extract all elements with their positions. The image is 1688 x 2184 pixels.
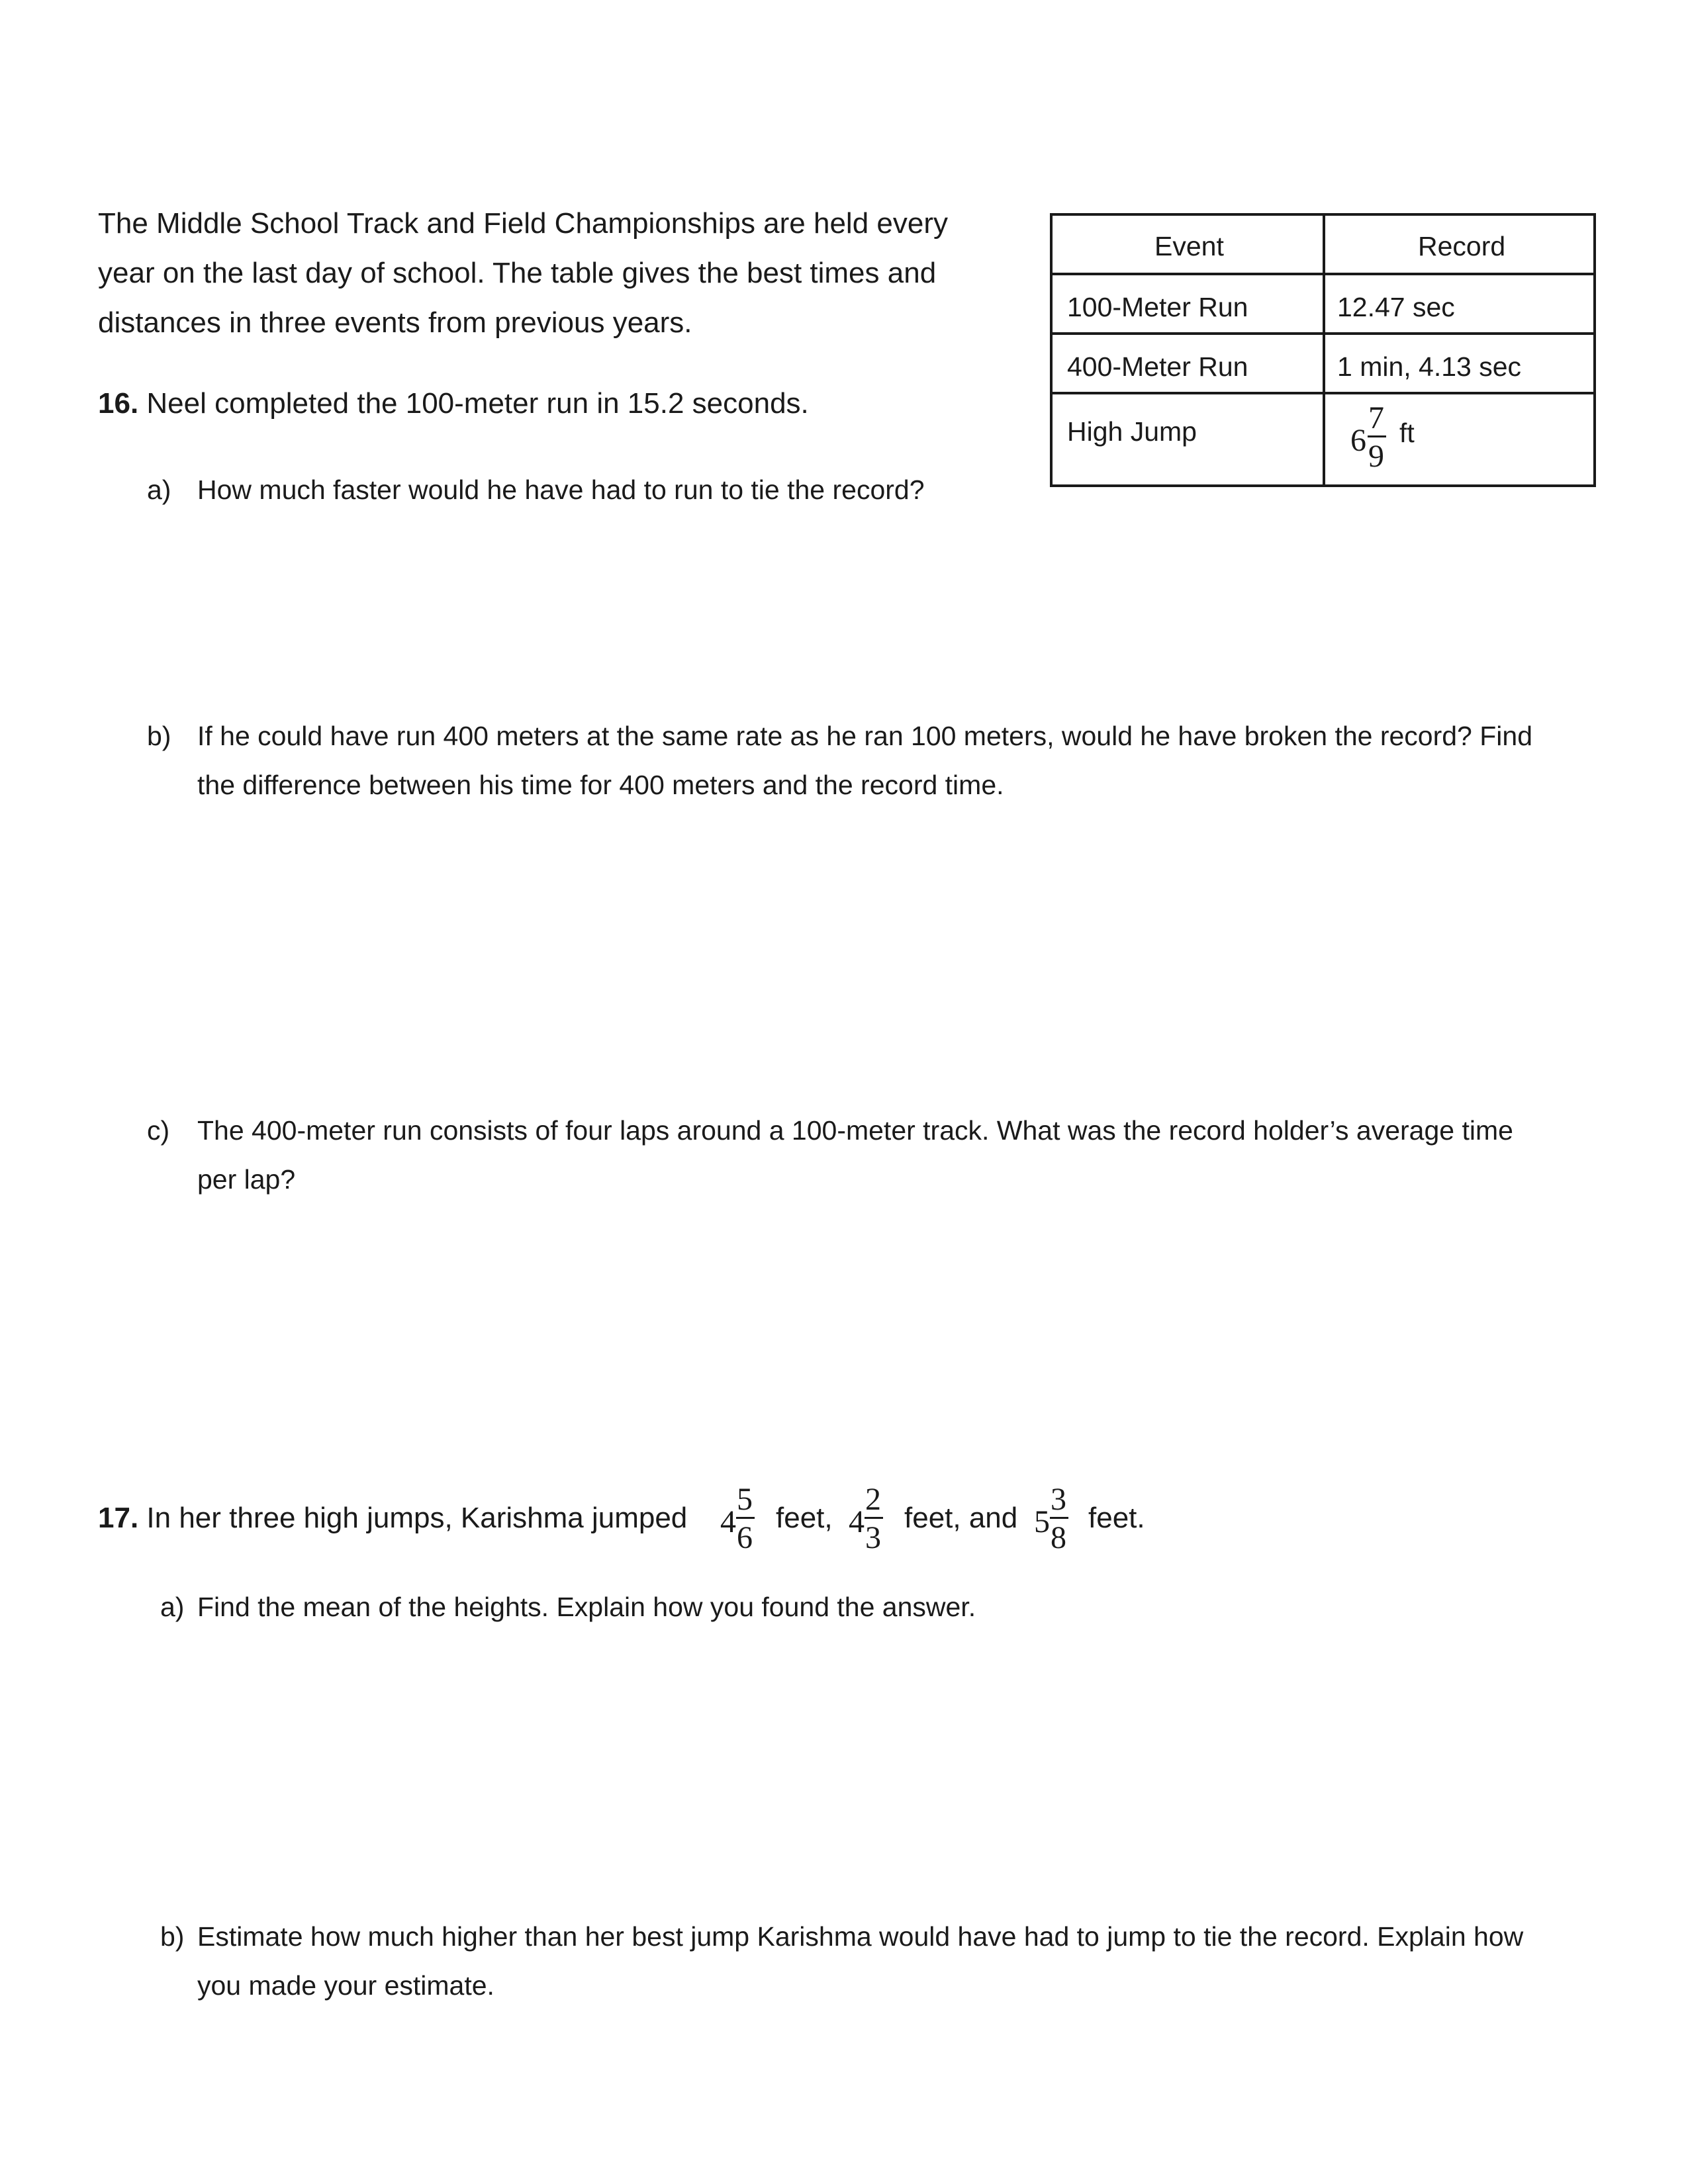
question-17-end: feet. — [1088, 1502, 1145, 1534]
question-text: In her three high jumps, Karishma jumped — [146, 1502, 688, 1534]
table-cell-event: High Jump — [1067, 416, 1197, 447]
fraction-denominator: 6 — [737, 1520, 753, 1555]
fraction-denominator: 3 — [865, 1520, 881, 1555]
fraction-numerator: 7 — [1368, 400, 1384, 435]
table-header-record: Record — [1418, 231, 1506, 261]
table-header-event: Event — [1154, 231, 1224, 261]
q17-b-line-2: you made your estimate. — [197, 1970, 494, 2001]
table-cell-event: 100-Meter Run — [1067, 292, 1248, 322]
q17-b-label: b) — [160, 1921, 185, 1952]
q16-b-line-2: the difference between his time for 400 meters and the record time. — [197, 770, 1004, 800]
fraction-numerator: 5 — [737, 1482, 753, 1517]
q17-a-label: a) — [160, 1592, 185, 1622]
table-cell-record: 12.47 sec — [1337, 292, 1455, 322]
q17-a-text: Find the mean of the heights. Explain how you found the answer. — [197, 1592, 976, 1622]
fraction-denominator: 9 — [1368, 439, 1384, 474]
question-number: 16. — [98, 387, 139, 420]
jump-1-fraction — [720, 1480, 767, 1559]
question-text: Neel completed the 100-meter run in 15.2 seconds. — [146, 387, 809, 420]
q16-b-line-1: If he could have run 400 meters at the same rate as he ran 100 meters, would he have broken the record? Find — [197, 721, 1533, 751]
records-table — [1050, 213, 1596, 487]
fraction-numerator: 3 — [1051, 1482, 1066, 1517]
jump-separator: feet, — [776, 1502, 833, 1534]
fraction-whole: 4 — [849, 1504, 865, 1539]
fraction-whole: 5 — [1034, 1504, 1050, 1539]
high-jump-record-fraction — [1350, 398, 1430, 478]
fraction-whole: 6 — [1350, 423, 1366, 458]
intro-line-3: distances in three events from previous years. — [98, 306, 692, 339]
jump-3-fraction — [1034, 1480, 1080, 1559]
q16-a-text: How much faster would he have had to run to tie the record? — [197, 475, 925, 505]
question-17 — [98, 1504, 687, 1533]
q17-b-line-1: Estimate how much higher than her best jump Karishma would have had to jump to tie the record. Explain how — [197, 1921, 1524, 1952]
table-cell-event: 400-Meter Run — [1067, 351, 1248, 382]
q16-c-line-2: per lap? — [197, 1164, 296, 1195]
fraction-numerator: 2 — [865, 1482, 881, 1517]
q16-c-line-1: The 400-meter run consists of four laps around a 100-meter track. What was the record holder’s average time — [197, 1115, 1513, 1146]
fraction-denominator: 8 — [1051, 1520, 1066, 1555]
jump-separator: feet, and — [904, 1502, 1018, 1534]
table-cell-record: 1 min, 4.13 sec — [1337, 351, 1522, 382]
q16-c-label: c) — [147, 1115, 170, 1146]
intro-line-2: year on the last day of school. The table gives the best times and — [98, 257, 937, 289]
question-number: 17. — [98, 1502, 139, 1534]
intro-line-1: The Middle School Track and Field Championships are held every — [98, 207, 948, 240]
question-16 — [98, 389, 809, 418]
jump-2-fraction — [849, 1480, 895, 1559]
q16-a-label: a) — [147, 475, 171, 505]
fraction-whole: 4 — [720, 1504, 736, 1539]
table-cell-unit: ft — [1399, 418, 1415, 448]
q16-b-label: b) — [147, 721, 171, 751]
